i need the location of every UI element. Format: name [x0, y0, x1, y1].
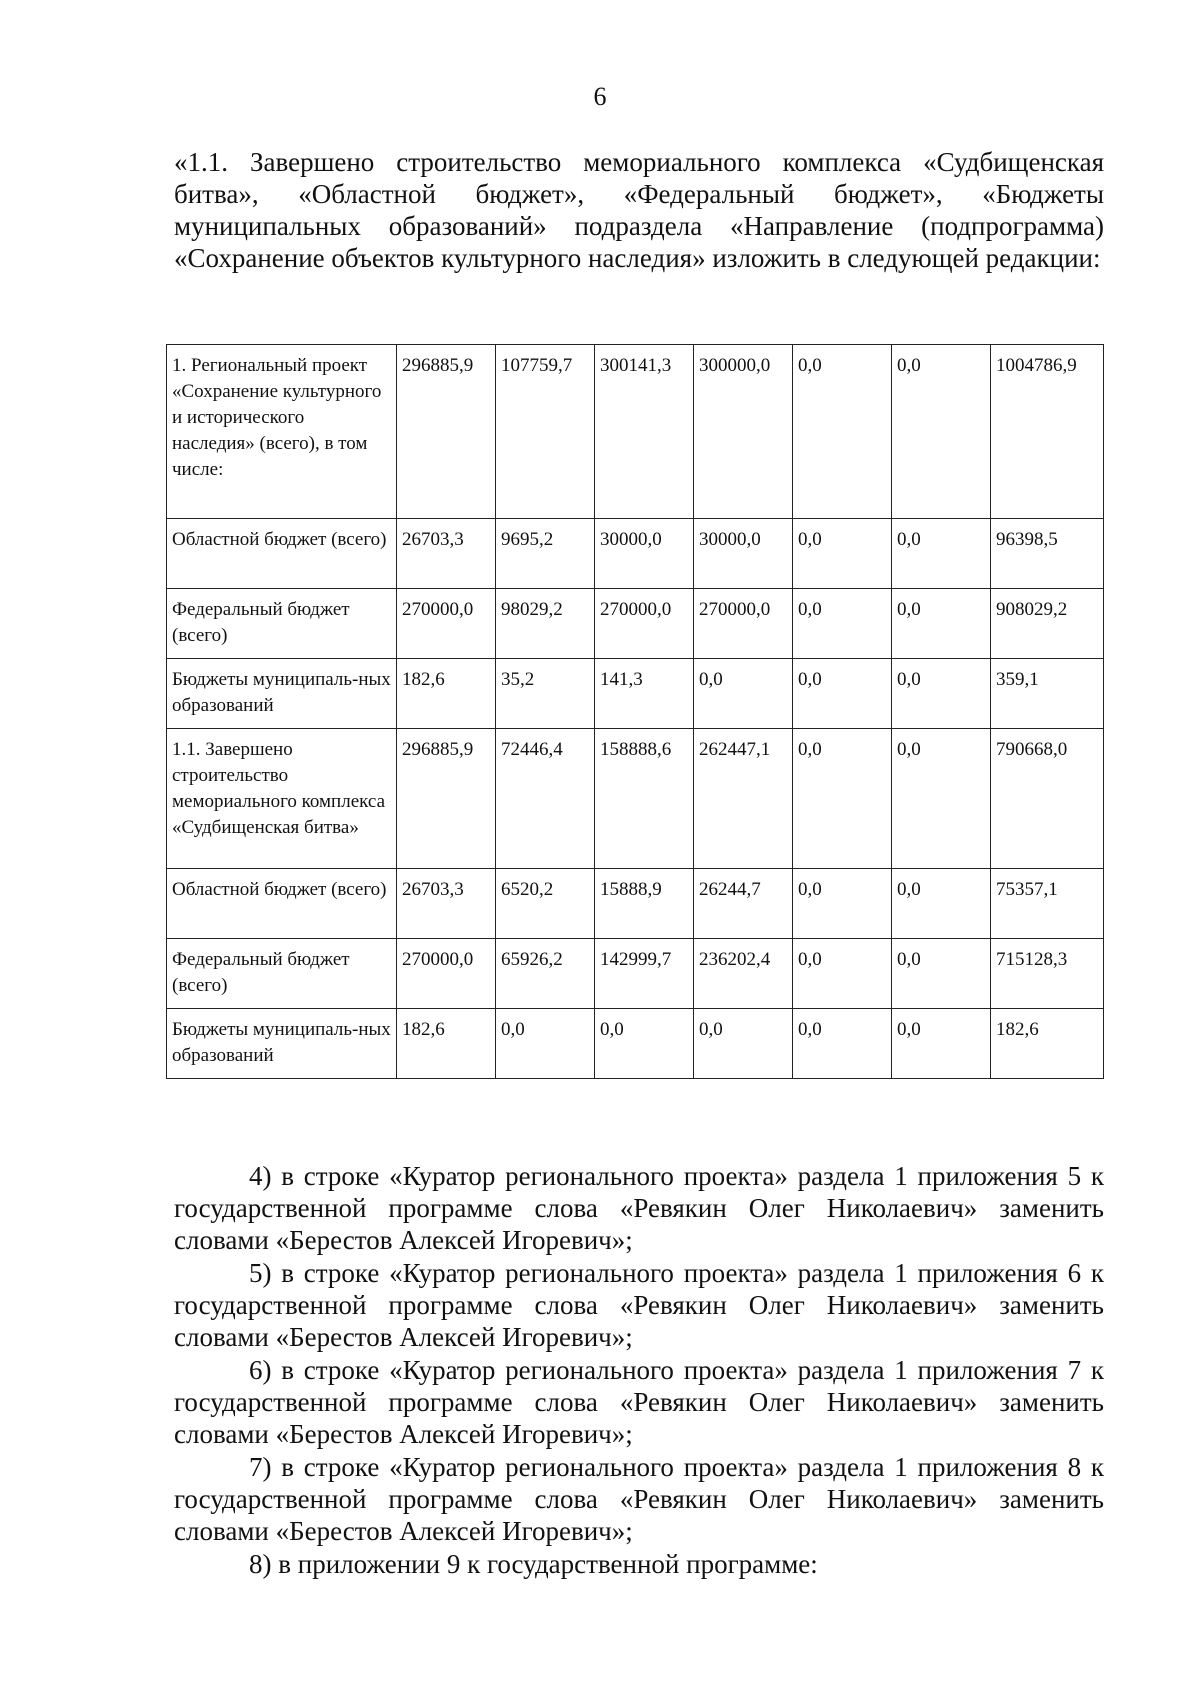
value-cell: 75357,1 — [991, 869, 1104, 939]
row-label-cell: Областной бюджет (всего) — [167, 869, 397, 939]
value-cell: 30000,0 — [694, 519, 793, 589]
value-cell: 0,0 — [793, 519, 892, 589]
value-cell: 908029,2 — [991, 589, 1104, 659]
amendment-list — [174, 1160, 1104, 1581]
value-cell: 15888,9 — [595, 869, 694, 939]
value-cell: 98029,2 — [496, 589, 595, 659]
value-cell: 65926,2 — [496, 939, 595, 1009]
value-cell: 142999,7 — [595, 939, 694, 1009]
value-cell: 107759,7 — [496, 345, 595, 519]
table-row — [167, 939, 1104, 1009]
row-label-cell: 1. Региональный проект «Сохранение культурного и исторического наследия» (всего), в том числе: — [167, 345, 397, 519]
value-cell: 296885,9 — [397, 345, 496, 519]
value-cell: 182,6 — [397, 1009, 496, 1079]
value-cell: 0,0 — [892, 659, 991, 729]
budget-table-body — [167, 345, 1104, 1079]
value-cell: 296885,9 — [397, 729, 496, 869]
row-label-cell: Федеральный бюджет (всего) — [167, 589, 397, 659]
value-cell: 26703,3 — [397, 869, 496, 939]
value-cell: 26244,7 — [694, 869, 793, 939]
intro-paragraph: «1.1. Завершено строительство мемориального комплекса «Судбищенская битва», «Областной бюджет», «Федеральный бюджет», «Бюджеты муниципальных образований» подраздела «Направление (подпрограмма) «Сохранение объектов культурного наследия» изложить в следующей редакции: — [174, 147, 1104, 273]
value-cell: 0,0 — [892, 519, 991, 589]
value-cell: 0,0 — [793, 869, 892, 939]
value-cell: 30000,0 — [595, 519, 694, 589]
value-cell: 0,0 — [793, 729, 892, 869]
row-label-cell: Федеральный бюджет (всего) — [167, 939, 397, 1009]
value-cell: 182,6 — [397, 659, 496, 729]
amendment-item: 8) в приложении 9 к государственной программе: — [249, 1549, 818, 1579]
value-cell: 0,0 — [793, 1009, 892, 1079]
value-cell: 0,0 — [793, 659, 892, 729]
value-cell: 0,0 — [892, 869, 991, 939]
value-cell: 715128,3 — [991, 939, 1104, 1009]
row-label-cell: Бюджеты муниципаль-ных образований — [167, 659, 397, 729]
value-cell: 300141,3 — [595, 345, 694, 519]
amendment-item: 5) в строке «Куратор регионального проекта» раздела 1 приложения 6 к государственной программе слова «Ревякин Олег Николаевич» заменить словами «Берестов Алексей Игоревич»; — [174, 1258, 1104, 1352]
amendment-item: 6) в строке «Куратор регионального проекта» раздела 1 приложения 7 к государственной программе слова «Ревякин Олег Николаевич» заменить словами «Берестов Алексей Игоревич»; — [174, 1355, 1104, 1449]
table-row — [167, 1009, 1104, 1079]
value-cell: 0,0 — [892, 589, 991, 659]
value-cell: 35,2 — [496, 659, 595, 729]
row-label-cell: Областной бюджет (всего) — [167, 519, 397, 589]
table-row — [167, 729, 1104, 869]
budget-table — [166, 344, 1104, 1079]
table-row — [167, 869, 1104, 939]
amendment-item: 4) в строке «Куратор регионального проекта» раздела 1 приложения 5 к государственной программе слова «Ревякин Олег Николаевич» заменить словами «Берестов Алексей Игоревич»; — [174, 1161, 1104, 1255]
value-cell: 0,0 — [892, 1009, 991, 1079]
value-cell: 300000,0 — [694, 345, 793, 519]
value-cell: 0,0 — [496, 1009, 595, 1079]
table-row — [167, 659, 1104, 729]
amendment-item: 7) в строке «Куратор регионального проекта» раздела 1 приложения 8 к государственной программе слова «Ревякин Олег Николаевич» заменить словами «Берестов Алексей Игоревич»; — [174, 1452, 1104, 1546]
value-cell: 270000,0 — [694, 589, 793, 659]
value-cell: 790668,0 — [991, 729, 1104, 869]
value-cell: 359,1 — [991, 659, 1104, 729]
value-cell: 0,0 — [892, 939, 991, 1009]
value-cell: 0,0 — [892, 729, 991, 869]
value-cell: 270000,0 — [397, 589, 496, 659]
value-cell: 72446,4 — [496, 729, 595, 869]
value-cell: 270000,0 — [397, 939, 496, 1009]
value-cell: 9695,2 — [496, 519, 595, 589]
value-cell: 270000,0 — [595, 589, 694, 659]
value-cell: 0,0 — [793, 589, 892, 659]
value-cell: 262447,1 — [694, 729, 793, 869]
value-cell: 96398,5 — [991, 519, 1104, 589]
value-cell: 26703,3 — [397, 519, 496, 589]
value-cell: 1004786,9 — [991, 345, 1104, 519]
value-cell: 141,3 — [595, 659, 694, 729]
row-label-cell: 1.1. Завершено строительство мемориального комплекса «Судбищенская битва» — [167, 729, 397, 869]
table-row — [167, 345, 1104, 519]
value-cell: 158888,6 — [595, 729, 694, 869]
value-cell: 0,0 — [694, 659, 793, 729]
value-cell: 0,0 — [595, 1009, 694, 1079]
value-cell: 0,0 — [892, 345, 991, 519]
value-cell: 0,0 — [694, 1009, 793, 1079]
table-row — [167, 519, 1104, 589]
value-cell: 0,0 — [793, 345, 892, 519]
page-number: 6 — [593, 82, 607, 111]
value-cell: 0,0 — [793, 939, 892, 1009]
value-cell: 182,6 — [991, 1009, 1104, 1079]
row-label-cell: Бюджеты муниципаль-ных образований — [167, 1009, 397, 1079]
value-cell: 236202,4 — [694, 939, 793, 1009]
table-row — [167, 589, 1104, 659]
value-cell: 6520,2 — [496, 869, 595, 939]
